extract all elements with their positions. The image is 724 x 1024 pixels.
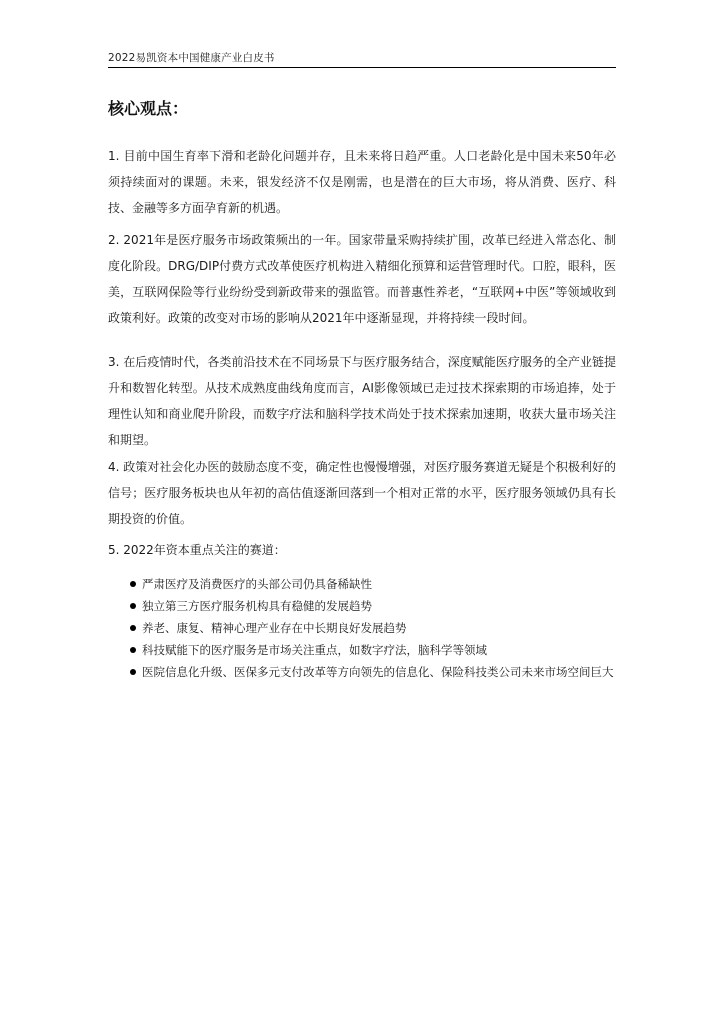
list-item <box>108 595 616 617</box>
header-divider <box>108 67 616 68</box>
section-title: 核心观点： <box>108 99 189 118</box>
list-item-text: 养老、康复、精神心理产业存在中长期良好发展趋势 <box>142 621 407 635</box>
bullet-icon <box>130 581 136 587</box>
key-point-2: 2. 2021年是医疗服务市场政策频出的一年。国家带量采购持续扩围，改革已经进入常态化、制度化阶段。DRG/DIP付费方式改革使医疗机构进入精细化预算和运营管理时代。口腔，眼科，医美，互联网保险等行业纷纷受到新政带来的强监管。而普惠性养老，“互联网+中医”等领域收到政策利好。政策的改变对市场的影响从2021年中逐渐显现，并将持续一段时间。 <box>108 233 616 325</box>
key-point-5-intro: 5. 2022年资本重点关注的赛道： <box>108 543 286 557</box>
list-item-text: 医院信息化升级、医保多元支付改革等方向领先的信息化、保险科技类公司未来市场空间巨大 <box>142 665 614 679</box>
list-item-text: 科技赋能下的医疗服务是市场关注重点，如数字疗法，脑科学等领域 <box>142 643 487 657</box>
bullet-icon <box>130 603 136 609</box>
bullet-icon <box>130 669 136 675</box>
bullet-icon <box>130 647 136 653</box>
running-header: 2022易凯资本中国健康产业白皮书 <box>108 52 275 64</box>
list-item-text: 严肃医疗及消费医疗的头部公司仍具备稀缺性 <box>142 577 372 591</box>
key-point-4: 4. 政策对社会化办医的鼓励态度不变，确定性也慢慢增强，对医疗服务赛道无疑是个积极利好的信号；医疗服务板块也从年初的高估值逐渐回落到一个相对正常的水平，医疗服务领域仍具有长期投资的价值。 <box>108 460 616 526</box>
list-item-text: 独立第三方医疗服务机构具有稳健的发展趋势 <box>142 599 372 613</box>
list-item <box>108 573 616 595</box>
focus-tracks-list <box>108 573 616 683</box>
bullet-icon <box>130 625 136 631</box>
list-item <box>108 639 616 661</box>
key-point-1: 1. 目前中国生育率下滑和老龄化问题并存，且未来将日趋严重。人口老龄化是中国未来50年必须持续面对的课题。未来，银发经济不仅是刚需，也是潜在的巨大市场，将从消费、医疗、科技、金融等多方面孕育新的机遇。 <box>108 149 616 215</box>
list-item <box>108 617 616 639</box>
key-point-3: 3. 在后疫情时代，各类前沿技术在不同场景下与医疗服务结合，深度赋能医疗服务的全产业链提升和数智化转型。从技术成熟度曲线角度而言，AI影像领域已走过技术探索期的市场追捧，处于理性认知和商业爬升阶段，而数字疗法和脑科学技术尚处于技术探索加速期，收获大量市场关注和期望。 <box>108 355 616 447</box>
list-item <box>108 661 616 683</box>
